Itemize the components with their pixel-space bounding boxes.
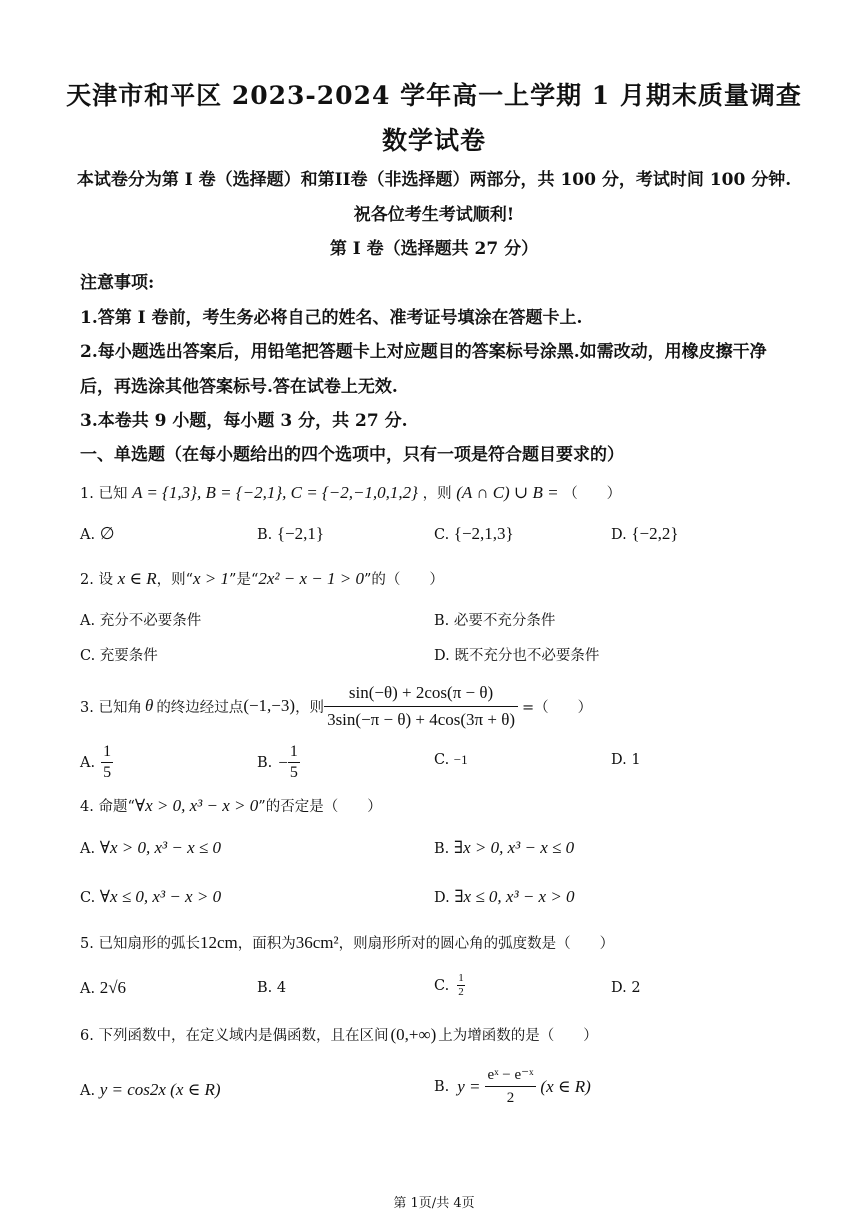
- q4-option-c: [80, 887, 221, 907]
- part-one-heading: 第 I 卷（选择题共 27 分）: [329, 239, 539, 259]
- q3-point: (−1,−3): [243, 696, 296, 715]
- option-value: 2√6: [99, 978, 127, 997]
- option-fraction: [101, 742, 113, 783]
- q5-stem: 5. 已知扇形的弧长: [80, 936, 200, 952]
- option-fraction: [457, 972, 465, 999]
- option-value: ∃x ≤ 0, x³ − x > 0: [454, 887, 575, 906]
- q3-option-a: [80, 742, 113, 783]
- question-5: [80, 932, 614, 953]
- q3-option-d: D. 1: [611, 752, 641, 768]
- option-domain: (x ∈ R): [540, 1076, 591, 1096]
- option-value: y =: [457, 1076, 481, 1096]
- question-2: [80, 568, 444, 589]
- exam-intro: 本试卷分为第 I 卷（选择题）和第II卷（非选择题）两部分，共 100 分，考试时间 100 分钟.: [76, 170, 792, 190]
- q5-area: 36cm²: [295, 933, 339, 952]
- q3-text: ，则: [295, 699, 325, 716]
- q2-option-d: D. 既不充分也不必要条件: [434, 648, 600, 664]
- q4-option-d: [434, 887, 575, 907]
- numerator: eˣ − e⁻ˣ: [485, 1064, 537, 1087]
- q3-option-c: [434, 752, 468, 768]
- question-4: [80, 795, 382, 816]
- question-3: [80, 678, 592, 734]
- denominator: 2: [506, 1090, 515, 1106]
- q2-math-domain: x ∈ R: [117, 569, 157, 588]
- section-heading: 一、单选题（在每小题给出的四个选项中，只有一项是符合题目要求的）: [80, 445, 624, 465]
- q1-sets: A = {1,3}, B = {−2,1}, C = {−2,−1,0,1,2}: [132, 483, 418, 502]
- q2-option-b: B. 必要不充分条件: [434, 613, 556, 629]
- q2-math-condition: x > 1: [193, 569, 230, 588]
- option-label: A.: [80, 981, 96, 997]
- q1-option-a: [80, 524, 115, 544]
- denominator: 2: [458, 986, 464, 998]
- q3-fraction: [324, 680, 518, 733]
- option-label: B.: [434, 841, 450, 857]
- option-value: ∅: [99, 524, 115, 543]
- option-fraction: [288, 742, 300, 783]
- option-label: B.: [257, 754, 273, 771]
- note-2-line-2: 后，再选涂其他答案标号.答在试卷上无效.: [80, 377, 398, 397]
- option-label: B.: [434, 1078, 450, 1095]
- exam-subtitle: 数学试卷: [381, 126, 486, 155]
- q6-text: 上为增函数的是（ ）: [438, 1028, 598, 1044]
- question-1: [80, 482, 621, 503]
- q6-option-a: [80, 1080, 221, 1100]
- q5-option-c: [434, 972, 465, 999]
- q5-text: ，面积为: [237, 936, 296, 952]
- q4-stem: 4. 命题“: [80, 799, 135, 815]
- option-label: C.: [80, 890, 96, 906]
- option-value: {−2,1,3}: [453, 524, 514, 543]
- q1-stem: 1. 已知: [80, 486, 128, 502]
- q2-stem: 2. 设: [80, 572, 113, 588]
- option-value: {−2,1}: [276, 524, 325, 543]
- q2-text: ”的（ ）: [363, 572, 444, 588]
- option-value: ∃x > 0, x³ − x ≤ 0: [453, 838, 575, 857]
- q2-math-inequality: 2x² − x − 1 > 0: [258, 569, 364, 588]
- q5-arc-length: 12cm: [199, 933, 238, 952]
- option-label: D.: [434, 890, 450, 906]
- q3-denominator: 3sin(−π − θ) + 4cos(3π + θ): [327, 709, 516, 729]
- q1-then: ，则: [422, 486, 452, 502]
- option-label: D.: [611, 527, 627, 543]
- q5-option-a: [80, 978, 126, 998]
- option-value: {−2,2}: [631, 524, 679, 543]
- option-label: A.: [80, 527, 96, 543]
- q3-option-b: [257, 742, 300, 783]
- q2-option-c: C. 充要条件: [80, 648, 158, 664]
- q1-option-d: [611, 524, 679, 544]
- q3-paren: =（ ）: [522, 699, 593, 716]
- exam-wish: 祝各位考生考试顺利!: [353, 205, 515, 225]
- option-label: C.: [434, 527, 450, 543]
- q5-option-b: B. 4: [257, 980, 287, 996]
- notes-heading: 注意事项:: [80, 273, 155, 293]
- q1-expression: (A ∩ C) ∪ B =: [456, 483, 559, 502]
- option-label: A.: [80, 841, 96, 857]
- option-label: A.: [80, 1083, 96, 1099]
- q3-stem: 3. 已知角: [80, 699, 142, 716]
- note-2-line-1: 2.每小题选出答案后，用铅笔把答题卡上对应题目的答案标号涂黑.如需改动，用橡皮擦干净: [80, 342, 767, 362]
- q5-text: ，则扇形所对的圆心角的弧度数是（ ）: [338, 936, 615, 952]
- q4-option-b: [434, 838, 574, 858]
- q5-option-d: D. 2: [611, 980, 641, 996]
- option-label: B.: [257, 527, 273, 543]
- option-value: y = cos2x (x ∈ R): [99, 1080, 221, 1099]
- numerator: 1: [288, 742, 300, 763]
- denominator: 5: [103, 764, 112, 781]
- q1-paren: （ ）: [563, 486, 622, 502]
- q6-option-b: [434, 1064, 591, 1109]
- q4-proposition: ∀x > 0, x³ − x > 0: [134, 796, 259, 815]
- q6-stem: 6. 下列函数中，在定义域内是偶函数，且在区间: [80, 1028, 389, 1044]
- q3-text: 的终边经过点: [156, 699, 244, 716]
- option-label: C.: [434, 752, 450, 768]
- exam-title: 天津市和平区 2023-2024 学年高一上学期 1 月期末质量调查: [66, 81, 802, 110]
- q4-option-a: [80, 838, 221, 858]
- option-value: −1: [453, 752, 468, 767]
- option-value: ∀x ≤ 0, x³ − x > 0: [99, 887, 222, 906]
- q3-angle: θ: [144, 696, 154, 715]
- denominator: 5: [289, 764, 298, 781]
- option-label: A.: [80, 754, 96, 771]
- q1-option-b: [257, 524, 324, 544]
- question-6: [80, 1024, 598, 1045]
- numerator: 1: [458, 972, 464, 984]
- option-label: C.: [434, 977, 450, 994]
- q2-option-a: A. 充分不必要条件: [80, 613, 202, 629]
- note-3: 3.本卷共 9 小题，每小题 3 分，共 27 分.: [80, 411, 408, 431]
- q3-numerator: sin(−θ) + 2cos(π − θ): [324, 680, 518, 707]
- page-footer: 第 1页/共 4页: [393, 1196, 475, 1211]
- numerator: 1: [101, 742, 113, 763]
- q1-option-c: [434, 524, 514, 544]
- q2-text: ”是“: [229, 572, 259, 588]
- option-fraction: [485, 1064, 537, 1109]
- q6-interval: (0,+∞): [390, 1025, 437, 1044]
- q4-text: ”的否定是（ ）: [258, 799, 382, 815]
- option-value: ∀x > 0, x³ − x ≤ 0: [99, 838, 221, 857]
- note-1: 1.答第 I 卷前，考生务必将自己的姓名、准考证号填涂在答题卡上.: [80, 308, 583, 328]
- q2-text: ，则“: [156, 572, 193, 588]
- minus-sign: −: [278, 752, 288, 772]
